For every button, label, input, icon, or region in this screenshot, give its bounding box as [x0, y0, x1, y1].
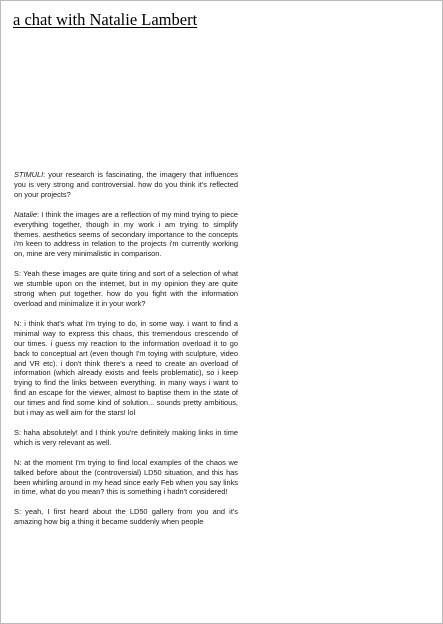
paragraph-s-reply	[14, 507, 238, 527]
paragraph-text: : I think the images are a reflection of my mind trying to piece everything together, though in my work i am trying to simplify themes. aesthetics seems of secondary importance to the concepts i'm keen to address in relation to the projects i'm currently working on, mine are very minimalistic in comparison.	[14, 209, 238, 259]
speaker-label: N	[14, 318, 20, 328]
speaker-label: S	[14, 427, 19, 437]
speaker-label: S	[14, 269, 19, 279]
paragraph-natalie-answer	[14, 210, 238, 260]
page-title: a chat with Natalie Lambert	[13, 10, 198, 29]
paragraph-stimuli-question	[14, 170, 238, 200]
paragraph-text: : at the moment I'm trying to find local examples of the chaos we talked before about the (controversial) LD50 situation, and this has been whirling around in my head since early Feb when you say links in time, what do you mean? this is something i hadn't considered!	[14, 457, 238, 497]
paragraph-s-comment	[14, 428, 238, 448]
paragraph-text: : yeah, I first heard about the LD50 gallery from you and it's amazing how big a thing it became suddenly when people	[14, 507, 238, 527]
speaker-label: Natalie	[14, 209, 38, 219]
paragraph-n-answer	[14, 319, 238, 418]
paragraph-text: : i think that's what i'm trying to do, in some way. i want to find a minimal way to express this chaos, this tremendous crescendo of our times. i guess my reaction to the information overload it to go back to conceptual art (even though I'm toying with sculpture, video and VR etc). i don't think there's a need to create an overload of information (which already exists and feels problematic), so i keep trying to find the links between everything. in many ways i want to find an escape for the viewer, almost to baptise them in the state of our times and find some kind of solution... sounds pretty ambitious, but i may as well aim for the stars! lol	[14, 318, 238, 418]
interview-body	[14, 170, 238, 537]
paragraph-text: : Yeah these images are quite tiring and sort of a selection of what we stumble upon on the internet, but in my opinion they are quite strong when put together. how do you fight with the information overload and minimalize it in your work?	[14, 269, 238, 308]
speaker-label: STIMULI	[14, 170, 44, 179]
speaker-label: S	[14, 507, 19, 517]
paragraph-text: : haha absolutely! and I think you're definitely making links in time which is very relevant as well.	[14, 427, 238, 447]
paragraph-s-question	[14, 269, 238, 309]
speaker-label: N	[14, 457, 20, 467]
paragraph-n-reply	[14, 458, 238, 498]
paragraph-text: : your research is fascinating, the imagery that influences you is very strong and controversial. how do you think it's reflected on your projects?	[14, 170, 238, 199]
